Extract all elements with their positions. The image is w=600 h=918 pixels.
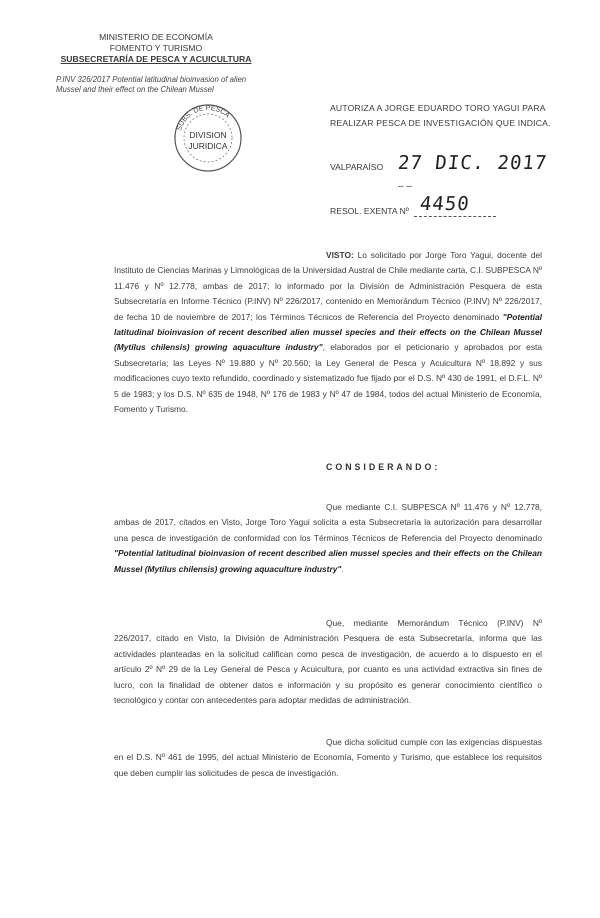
resolution-number-label: RESOL. EXENTA Nº — [330, 206, 409, 216]
ministry-name-line2: FOMENTO Y TURISMO — [109, 43, 203, 53]
visto-label: VISTO: — [326, 250, 354, 260]
stamp-arc-text: SUBS. DE PESCA — [176, 104, 231, 132]
considerando-paragraph-2 — [114, 616, 542, 708]
handwritten-date: 27 DIC. 2017 — [396, 152, 549, 174]
reference-line-1: P.INV 326/2017 Potential latitudinal bioinvasion of alien — [56, 75, 247, 84]
reference-line-2: Mussel and their effect on the Chilean Mussel — [56, 85, 214, 94]
considerando-1-text: Que mediante C.I. SUBPESCA Nº 11.476 y Nº 12.778, ambas de 2017, citados en Visto, Jorge Toro Yagui solicita a esta Subsecretaría la autorización para desarrollar una pesca de investigación de conformidad con los Términos Técnicos de Referencia del Proyecto denominado — [114, 502, 542, 543]
visto-project-title: "Potential latitudinal bioinvasion of recent described alien mussel species and their effects on the Chilean Mussel (Mytilus chilensis) growing aquaculture industry" — [114, 311, 542, 353]
svg-text:SUBS. DE PESCA — [176, 105, 231, 132]
considerando-paragraph-1 — [114, 500, 542, 577]
dash-mark: – – — [398, 181, 412, 192]
resolution-number-underline — [414, 216, 496, 217]
letterhead — [56, 32, 256, 65]
stamp-line-2: JURIDICA — [188, 141, 228, 151]
resolution-title — [330, 101, 560, 131]
visto-text: Lo solicitado por Jorge Toro Yagui, docente del Instituto de Ciencias Marinas y Limnológicas de la Universidad Austral de Chile mediante carta, C.I. SUBPESCA Nº 11.476 y Nº 12.778, ambas de 2017; lo informado por la División de Administración Pesquera de esta Subsecretaría en Informe Técnico (P.INV) Nº 226/2017, contenido en Memorándum Técnico (P.INV) Nº 226/2017, de fecha 10 de noviembre de 2017; los Términos Técnicos de Referencia del Proyecto denominado — [114, 250, 542, 322]
visto-paragraph — [114, 248, 542, 417]
division-juridica-stamp — [168, 96, 248, 176]
resolution-number: 4450 — [418, 193, 471, 215]
considerando-1-text-after: . — [341, 563, 344, 574]
subsecretaria-name: SUBSECRETARÍA DE PESCA Y ACUICULTURA — [60, 54, 252, 64]
considerando-paragraph-3 — [114, 735, 542, 781]
considerando-1-project-title: "Potential latitudinal bioinvasion of recent described alien mussel species and their effects on the Chilean Mussel (Mytilus chilensis) growing aquaculture industry" — [114, 548, 542, 574]
stamp-line-1: DIVISION — [189, 130, 227, 140]
considerando-2-text: Que, mediante Memorándum Técnico (P.INV) Nº 226/2017, citado en Visto, la División de Administración Pesquera de esta Subsecretaría, informa que las actividades planteadas en la solicitud califican como pesca de investigación, de acuerdo a lo dispuesto en el artículo 2º Nº 29 de la Ley General de Pesca y Acuicultura, por cuanto es una actividad extractiva sin fines de lucro, con la finalidad de obtener datos e información y su propósito es generar conocimiento científico o tecnológico y contar con antecedentes para adoptar medidas de administración. — [114, 618, 542, 706]
reference-line — [56, 75, 261, 95]
visto-text-after: , elaborados por el peticionario y aprobados por esta Subsecretaría; las Leyes Nº 19.880 y Nº 20.560; la Ley General de Pesca y Acuicultura Nº 18.892 y sus modificaciones cuyo texto refundido, coordinado y sistematizado fue fijado por el D.S. Nº 430 de 1991, el D.F.L. Nº 5 de 1983; y los D.S. Nº 635 de 1948, Nº 176 de 1983 y Nº 47 de 1984, todos del actual Ministerio de Economía, Fomento y Turismo. — [114, 342, 543, 415]
resolution-title-line-1: AUTORIZA A JORGE EDUARDO TORO YAGUI PARA — [330, 103, 546, 113]
ministry-name: MINISTERIO DE ECONOMÍA — [99, 32, 213, 42]
considerando-3-text: Que dicha solicitud cumple con las exigencias dispuestas en el D.S. Nº 461 de 1995, del actual Ministerio de Economía, Fomento y Turismo, que establece los requisitos que deben cumplir las solicitudes de pesca de investigación. — [114, 737, 542, 778]
place-label: VALPARAÍSO — [330, 162, 384, 172]
resolution-title-line-2: REALIZAR PESCA DE INVESTIGACIÓN QUE INDICA. — [330, 118, 551, 128]
considerando-heading: CONSIDERANDO: — [326, 462, 441, 472]
